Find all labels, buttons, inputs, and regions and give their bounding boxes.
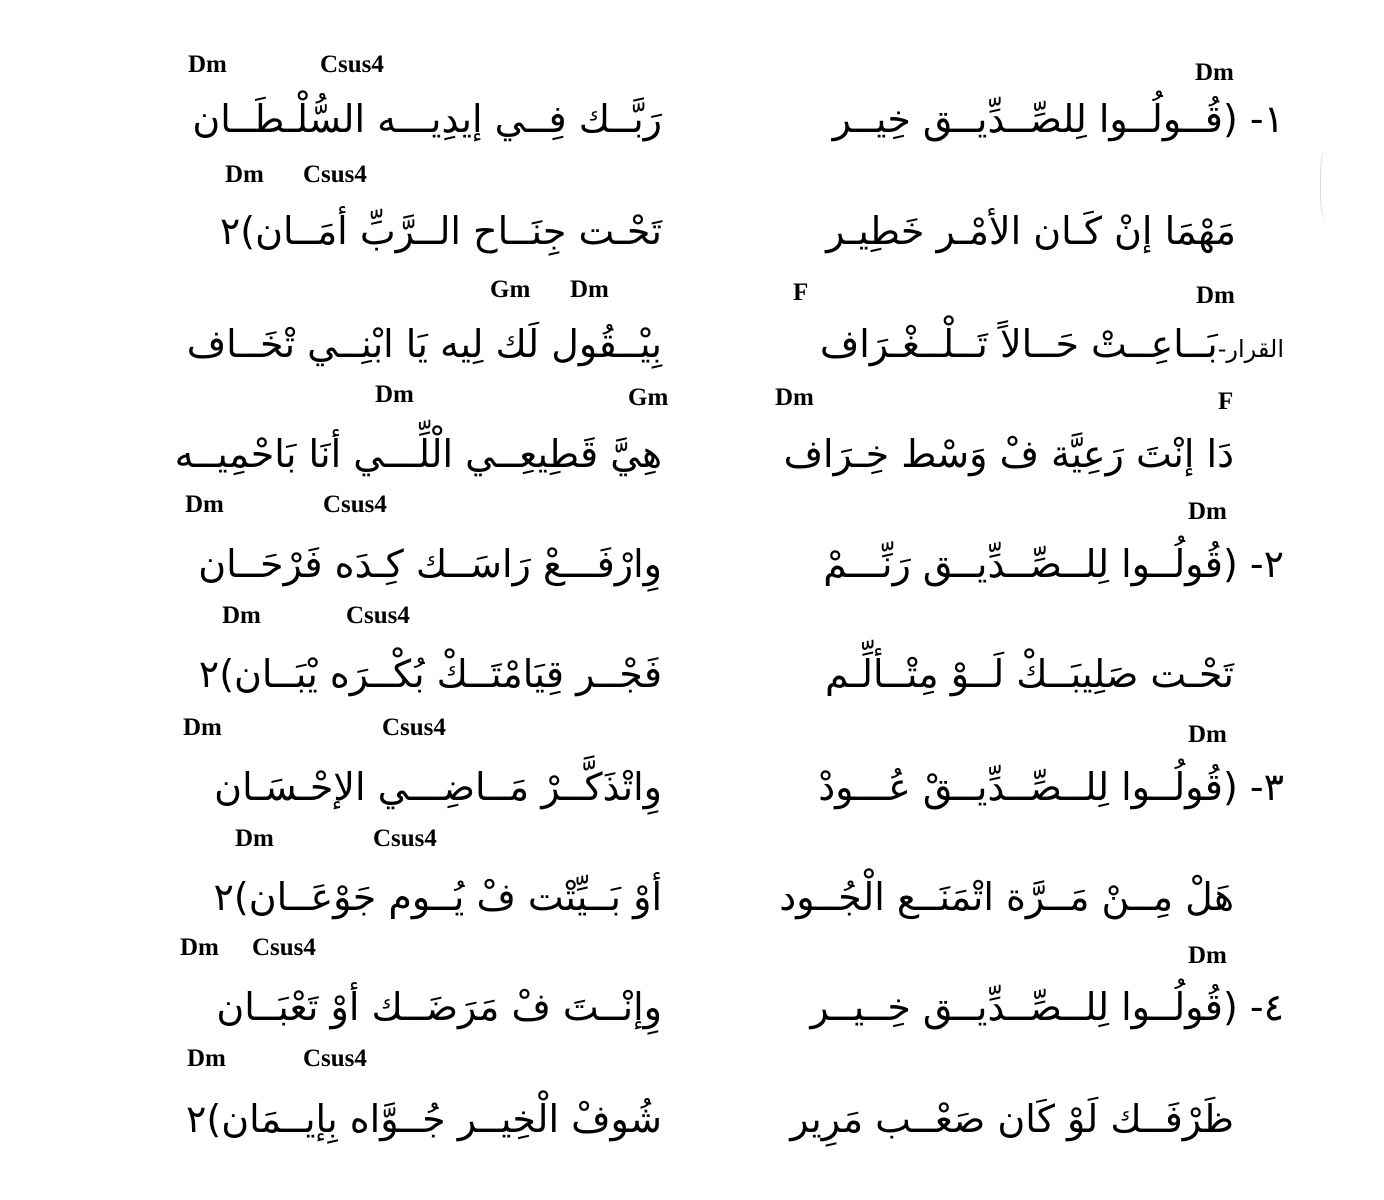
chord: Csus4 (382, 714, 446, 741)
chord: Dm (187, 1045, 226, 1072)
chord: Dm (375, 381, 414, 408)
chord: Dm (1188, 498, 1227, 525)
chord: Dm (225, 161, 264, 188)
chord: Dm (222, 602, 261, 629)
lyric-line-left: شُوفْ الْخِيــر جُــوَّاه بِإيــمَان)٢ (185, 1097, 662, 1141)
chord: F (1218, 388, 1234, 415)
lyric-line-right: ٣- (قُولُــوا لِلــصِّــدِّيــقْ عُـــودْ (818, 765, 1284, 809)
lyric-line-right: القرار-بَــاعِــتْ حَــالاً تَــلْــغْـرَاف (819, 322, 1284, 366)
chord: Dm (185, 491, 224, 518)
chord: Dm (183, 714, 222, 741)
lyric-line-left: وِارْفَـــعْ رَاسَــك كِـدَه فَرْحَــان (198, 542, 662, 586)
lyric-line-left: أوْ بَــيِّتْت فْ يُــوم جَوْعَــان)٢ (213, 875, 662, 919)
chord: Dm (1188, 942, 1227, 969)
verse-number: ١- ( (1222, 97, 1284, 141)
lyric-line-left: تَحْـت جِنَــاح الــرَّبِّ أمَــان)٢ (219, 209, 662, 253)
chord: Dm (1188, 721, 1227, 748)
lyric-line-left: رَبَّــك فِــي إيدِيـــه السُّلْـطَــان (192, 97, 662, 141)
chord: Csus4 (320, 51, 384, 78)
chord: Gm (628, 384, 669, 411)
lyric-line-right: ١- (قُــولُــوا لِلصِّــدِّيــق خِيــر (832, 97, 1284, 141)
chord: Gm (490, 276, 531, 303)
lyric-line-right: ٢- (قُولُــوا لِلــصِّــدِّيــق رَنِّـــمْ (823, 542, 1284, 586)
chord: Csus4 (303, 1045, 367, 1072)
lyric-line-right: ٤- (قُولُــوا لِلــصِّــدِّيــق خِــيــر (810, 985, 1284, 1029)
lyric-line-right: مَهْمَا إنْ كَـان الأمْـر خَطِيـر (826, 209, 1236, 253)
lyric-line-right: ظَرْفَــك لَوْ كَان صَعْــب مَرِير (790, 1097, 1234, 1141)
chord: Csus4 (303, 161, 367, 188)
chord: Csus4 (373, 825, 437, 852)
chord: Dm (235, 825, 274, 852)
chord: Csus4 (252, 934, 316, 961)
chord: Dm (1195, 59, 1234, 86)
chord: F (793, 279, 809, 306)
chord: Csus4 (323, 491, 387, 518)
lyric-line-left: وِاتْذَكَّــرْ مَــاضِـــي الإحْـسَـان (214, 765, 662, 809)
lyric-line-left: وِإنْــتَ فْ مَرَضَــك أوْ تَعْبَــان (216, 985, 662, 1029)
scan-edge-mark (1320, 150, 1333, 220)
chord: Dm (1196, 282, 1235, 309)
verse-number: ٣- ( (1222, 765, 1284, 809)
verse-number: ٢- ( (1222, 542, 1284, 586)
chord: Dm (570, 276, 609, 303)
lyric-line-right: هَلْ مِــنْ مَــرَّة اتْمَنَــع الْجُــود (779, 875, 1234, 919)
chord: Dm (188, 51, 227, 78)
lyric-line-right: دَا إنْتَ رَعِيَّة فْ وَسْط خِـرَاف (783, 432, 1234, 476)
verse-number: ٤- ( (1222, 985, 1284, 1029)
lyric-line-right: تَحْـت صَلِيبَــكْ لَــوْ مِتْــألِّـم (824, 652, 1234, 696)
lyric-line-left: هِيَّ قَطِيعِــي الْلِّـــي أنَا بَاحْمِيــه (174, 432, 662, 476)
chorus-label: القرار- (1217, 335, 1284, 363)
chord: Dm (775, 384, 814, 411)
lyric-line-left: بِيْــقُول لَك لِيه يَا ابْنِــي تْخَــاف (186, 322, 662, 366)
chord: Csus4 (346, 602, 410, 629)
lyric-line-left: فَجْــر قِيَامْتَــكْ بُكْــرَه يْبَــان)٢ (198, 652, 662, 696)
chord: Dm (180, 934, 219, 961)
